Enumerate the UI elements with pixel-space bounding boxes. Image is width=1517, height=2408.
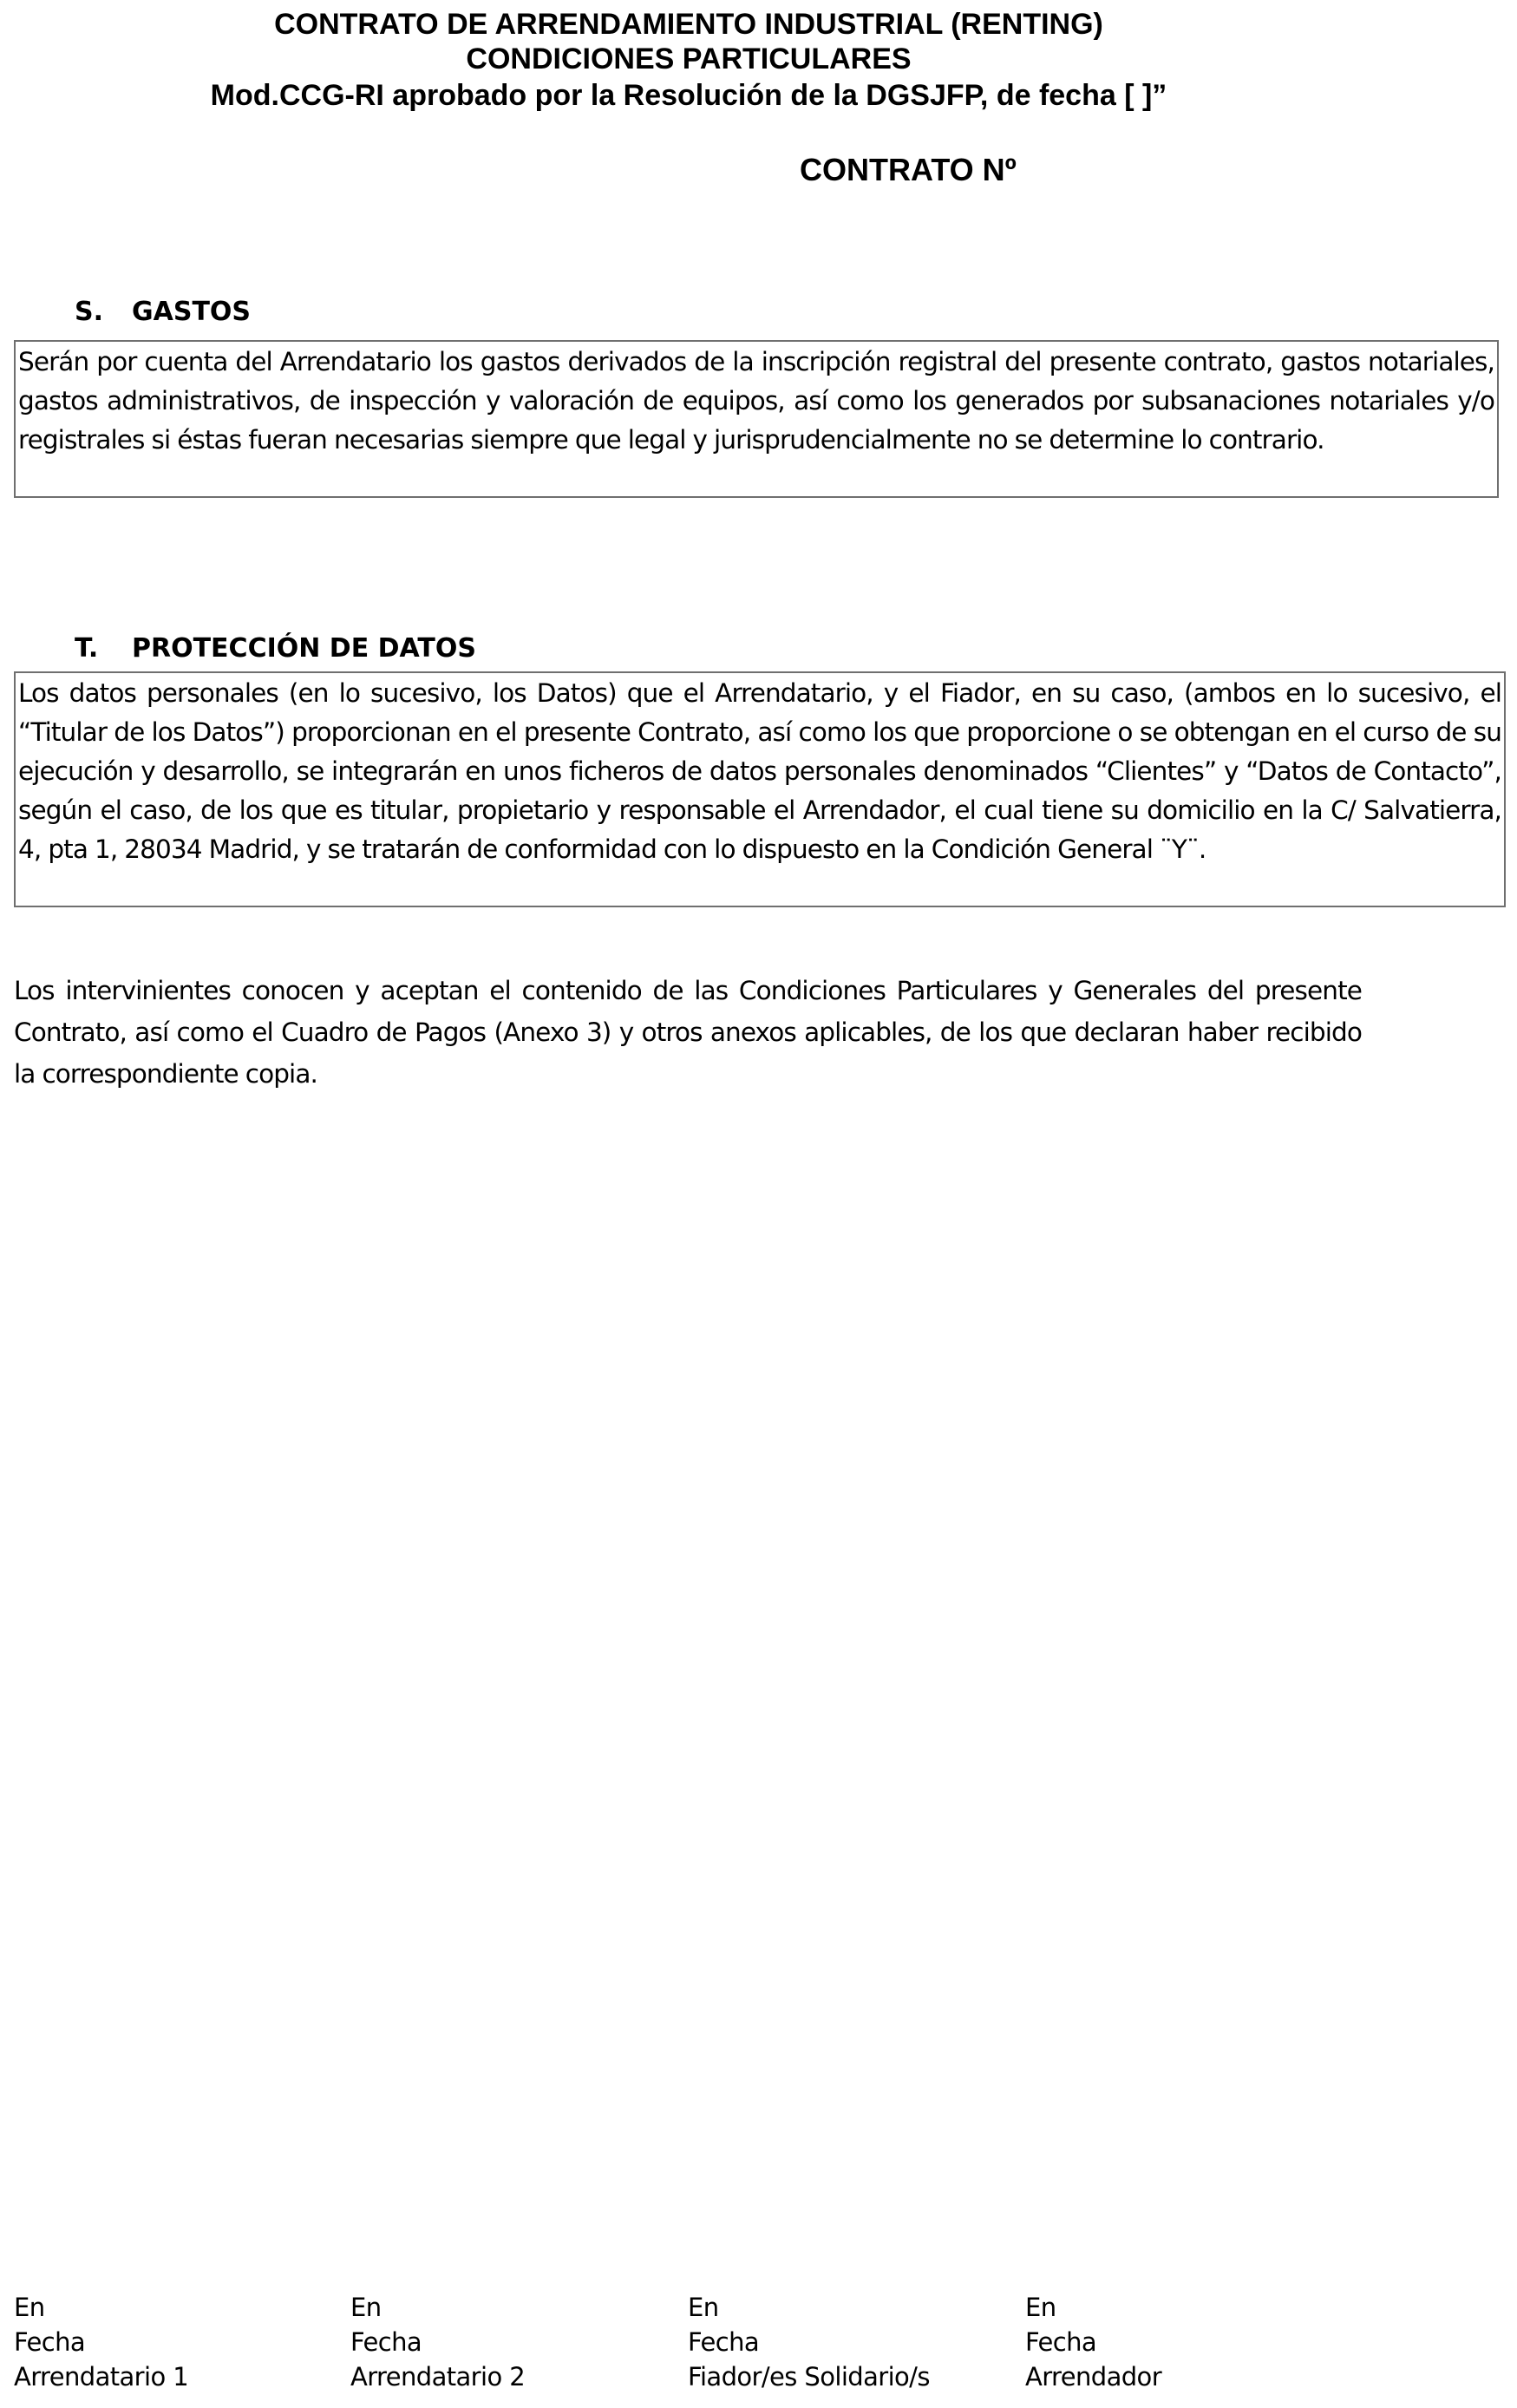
signature-date: Fecha — [688, 2327, 760, 2357]
signature-place: En — [14, 2293, 45, 2322]
signature-place: En — [1025, 2293, 1056, 2322]
section-t-letter: T. — [75, 633, 99, 664]
section-t-heading — [75, 631, 476, 666]
section-s-letter: S. — [75, 297, 104, 327]
section-s-body: Serán por cuenta del Arrendatario los gastos derivados de la inscripción registral del presente contrato, gastos notariales, gastos administrativos, de inspección y valoración de equipos, así como los generados por subsanaciones notariales y/o registrales si éstas fueran necesarias siempre que legal y jurisprudencialmente no se determine lo contrario. — [14, 340, 1499, 498]
section-t-title: PROTECCIÓN DE DATOS — [132, 633, 477, 664]
section-s-heading — [75, 295, 251, 330]
signature-date: Fecha — [14, 2327, 86, 2357]
contract-number-label: CONTRATO Nº — [800, 152, 1017, 187]
signature-place: En — [350, 2293, 382, 2322]
signature-party: Arrendatario 2 — [350, 2362, 526, 2392]
signature-date: Fecha — [350, 2327, 422, 2357]
signature-party: Fiador/es Solidario/s — [688, 2362, 930, 2392]
document-title: CONTRATO DE ARRENDAMIENTO INDUSTRIAL (RENTING) — [274, 8, 1103, 41]
signature-party: Arrendatario 1 — [14, 2362, 189, 2392]
document-subtitle: CONDICIONES PARTICULARES — [466, 43, 912, 75]
section-t-body: Los datos personales (en lo sucesivo, los Datos) que el Arrendatario, y el Fiador, en su caso, (ambos en lo sucesivo, el “Titular de los Datos”) proporcionan en el presente Contrato, así como los que proporcione o se obtengan en el curso de su ejecución y desarrollo, se integrarán en unos ficheros de datos personales denominados “Clientes” y “Datos de Contacto”, según el caso, de los que es titular, propietario y responsable el Arrendador, el cual tiene su domicilio en la C/ Salvatierra, 4, pta 1, 28034 Madrid, y se tratarán de conformidad con lo dispuesto en la Condición General ¨Y¨. — [14, 671, 1506, 907]
signature-party: Arrendador — [1025, 2362, 1162, 2392]
signature-block-arrendador — [1025, 2290, 1161, 2394]
acknowledgement-paragraph: Los intervinientes conocen y aceptan el contenido de las Condiciones Particulares y Generales del presente Contrato, así como el Cuadro de Pagos (Anexo 3) y otros anexos aplicables, de los que declaran haber recibido la correspondiente copia. — [14, 976, 1362, 1089]
signature-block-arrendatario-2 — [350, 2290, 525, 2394]
section-s-title: GASTOS — [132, 297, 252, 327]
signature-block-arrendatario-1 — [14, 2290, 188, 2394]
signature-date: Fecha — [1025, 2327, 1097, 2357]
model-reference: Mod.CCG-RI aprobado por la Resolución de la DGSJFP, de fecha [ ]” — [210, 79, 1167, 112]
signature-place: En — [688, 2293, 719, 2322]
signature-block-fiador — [688, 2290, 930, 2394]
